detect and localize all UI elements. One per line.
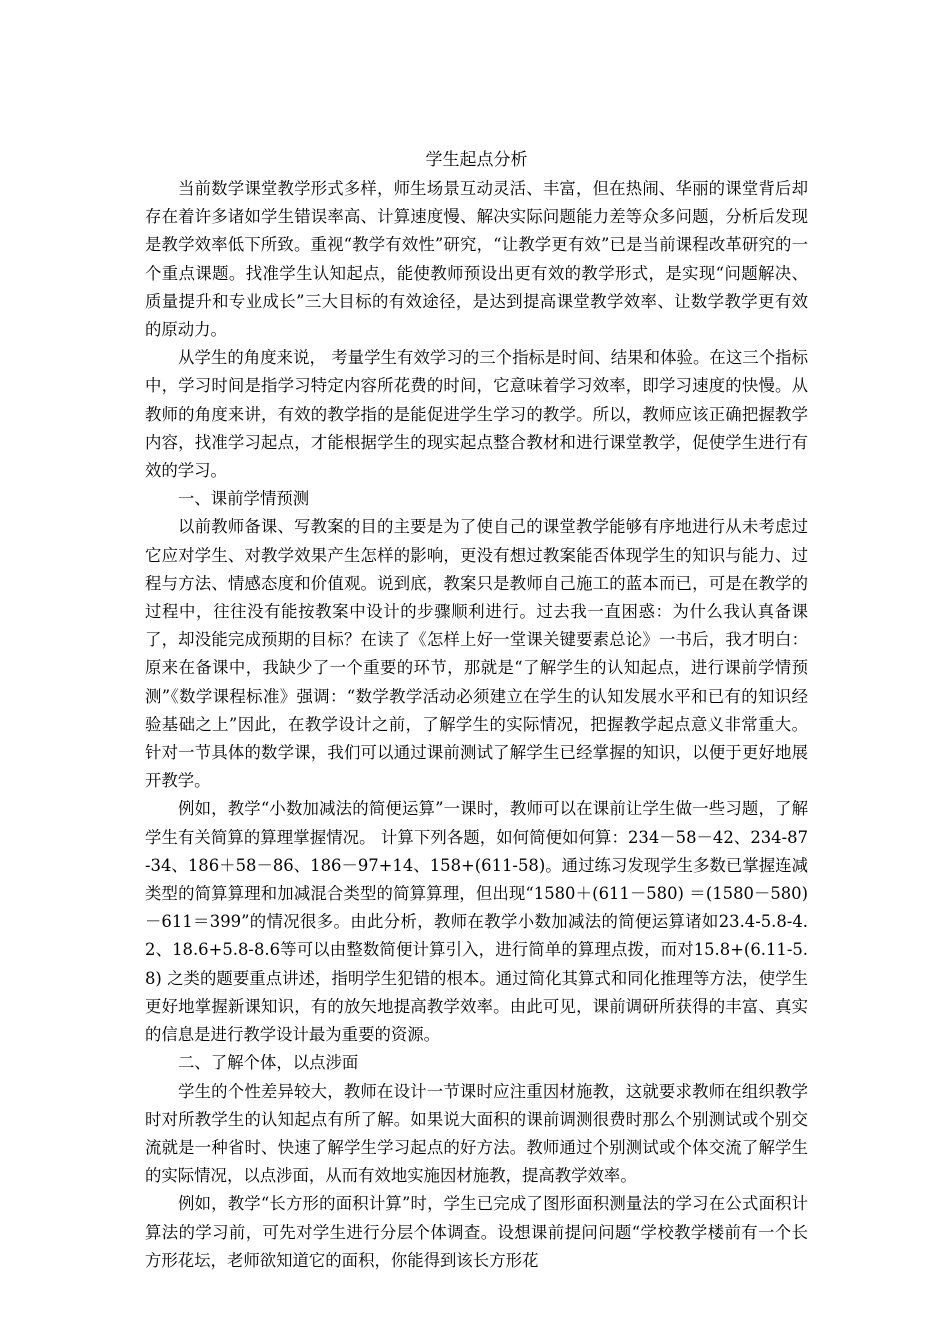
- section-heading-1: 一、课前学情预测: [178, 489, 310, 509]
- section-heading-2: 二、了解个体，以点涉面: [178, 1053, 359, 1073]
- document-title: 学生起点分析: [425, 150, 528, 170]
- paragraph-student-perspective: 从学生的角度来说， 考量学生有效学习的三个指标是时间、结果和体验。在这三个指标中，学习时间是指学习特定内容所花费的时间，它意味着学习效率，即学习速度的快慢。从教师的角度来讲，有效的教学指的是能促进学生学习的教学。所以，教师应该正确把握教学内容，找准学习起点，才能根据学生的现实起点整合教材和进行课堂教学，促使学生进行有效的学习。: [145, 348, 808, 481]
- paragraph-lesson-prep: 以前教师备课、写教案的目的主要是为了使自己的课堂教学能够有序地进行从未考虑过它应对学生、对教学效果产生怎样的影响，更没有想过教案能否体现学生的知识与能力、过程与方法、情感态度和价值观。说到底，教案只是教师自己施工的蓝本而已，可是在教学的过程中，往往没有能按教案中设计的步骤顺利进行。过去我一直困惑：为什么我认真备课了，却没能完成预期的目标？在读了《怎样上好一堂课关键要素总论》一书后，我才明白：原来在备课中，我缺少了一个重要的环节，那就是“了解学生的认知起点，进行课前学情预测”《数学课程标准》强调：“数学教学活动必须建立在学生的认知发展水平和已有的知识经验基础之上”因此，在教学设计之前，了解学生的实际情况，把握教学起点意义非常重大。针对一节具体的数学课，我们可以通过课前测试了解学生已经掌握的知识，以便于更好地展开教学。: [145, 517, 808, 791]
- document-page: [145, 146, 808, 1275]
- paragraph-individual-differences: 学生的个性差异较大，教师在设计一节课时应注重因材施教，这就要求教师在组织教学时对所教学生的认知起点有所了解。如果说大面积的课前调测很费时那么个别测试或个别交流就是一种省时、快速了解学生学习起点的好方法。教师通过个别测试或个体交流了解学生的实际情况，以点涉面，从而有效地实施因材施教，提高教学效率。: [145, 1081, 808, 1186]
- paragraph-rectangle-example: 例如，教学“长方形的面积计算”时，学生已完成了图形面积测量法的学习在公式面积计算法的学习前，可先对学生进行分层个体调查。设想课前提问问题“学校教学楼前有一个长方形花坛，老师欲知道它的面积，你能得到该长方形花: [145, 1194, 808, 1270]
- paragraph-intro: 当前数学课堂教学形式多样，师生场景互动灵活、丰富，但在热闹、华丽的课堂背后却存在着许多诸如学生错误率高、计算速度慢、解决实际问题能力差等众多问题，分析后发现是教学效率低下所致。重视“教学有效性”研究，“让教学更有效”已是当前课程改革研究的一个重点课题。找准学生认知起点，能使教师预设出更有效的教学形式，是实现“问题解决、质量提升和专业成长”三大目标的有效途径，是达到提高课堂教学效率、让数学教学更有效的原动力。: [145, 179, 808, 340]
- paragraph-decimal-example: 例如，教学“小数加减法的简便运算”一课时，教师可以在课前让学生做一些习题，了解学生有关简算的算理掌握情况。 计算下列各题，如何简便如何算：234－58－42、234-87-34、186＋58－86、186－97+14、158+(611-58)。通过练习发现学生多数已掌握连减类型的简算算理和加减混合类型的简算算理，但出现“1580＋(611－580) ＝(1580－580)－611＝399”的情况很多。由此分析，教师在教学小数加减法的简便运算诸如23.4-5.8-4.2、18.6+5.8-8.6等可以由整数简便计算引入，进行简单的算理点拨，而对15.8+(6.11-5.8) 之类的题要重点讲述，指明学生犯错的根本。通过简化其算式和同化推理等方法，使学生更好地掌握新课知识，有的放矢地提高教学效率。由此可见，课前调研所获得的丰富、真实的信息是进行教学设计最为重要的资源。: [145, 799, 808, 1045]
